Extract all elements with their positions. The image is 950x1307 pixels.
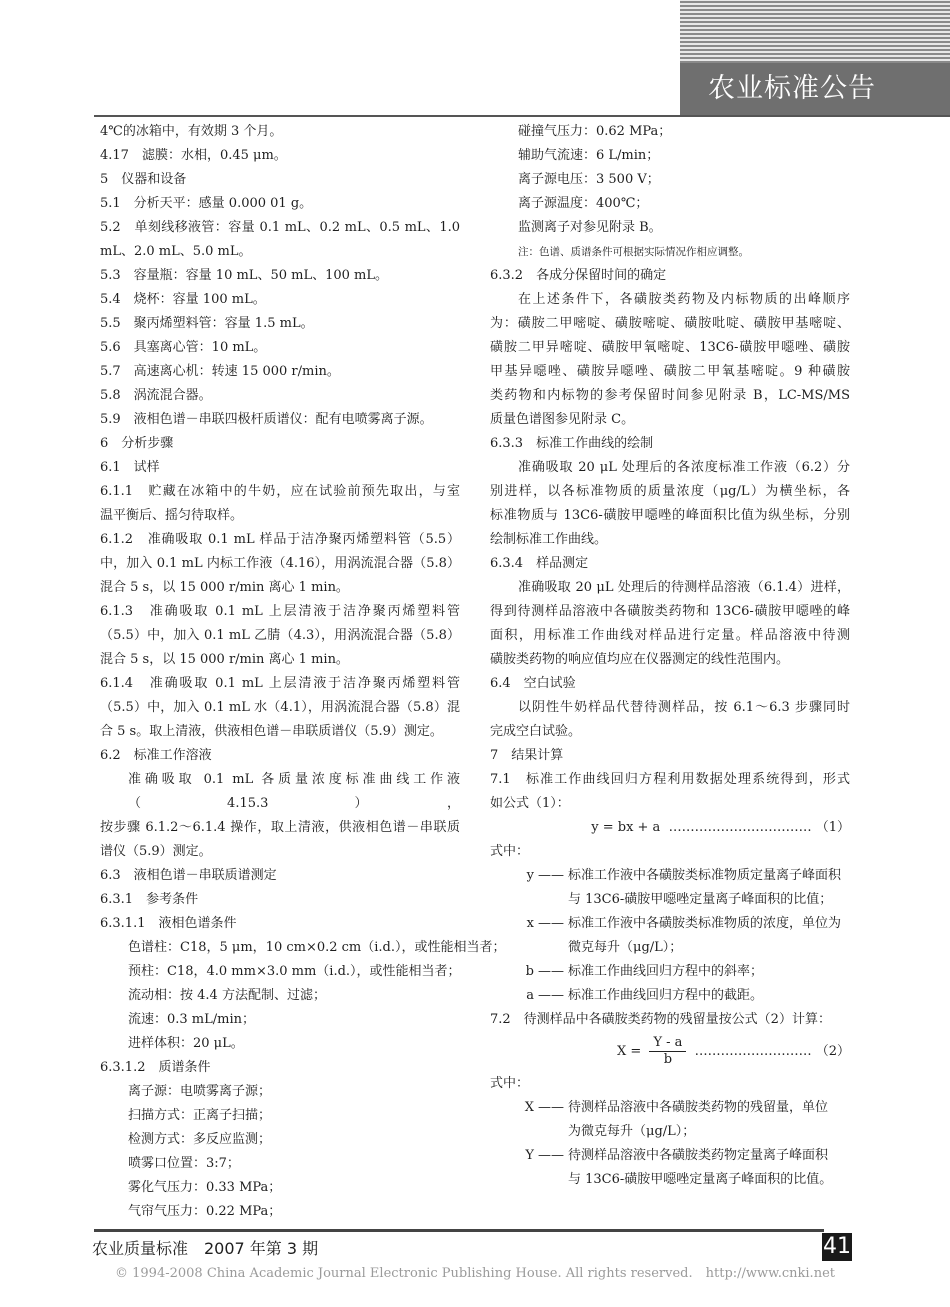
text-line: 6.3.3 标准工作曲线的绘制	[490, 436, 654, 451]
variable-symbol	[490, 1168, 538, 1192]
text-line: 绘制标准工作曲线。	[490, 532, 608, 547]
text-line: 6.3 液相色谱－串联质谱测定	[100, 868, 277, 883]
variable-dash: ——	[538, 1148, 564, 1163]
formula-1-number: （1）	[815, 820, 850, 835]
variable-description: 待测样品溶液中各磺胺类药物的残留量，单位	[568, 1100, 829, 1115]
text-line: 7 结果计算	[490, 748, 564, 763]
variable-description: 微克每升（μg/L）；	[568, 940, 683, 955]
footer-journal: 农业质量标准 2007 年第 3 期	[92, 1239, 319, 1258]
text-line: 得到待测样品溶液中各磺胺类药物和 13C6-磺胺甲噁唑的峰	[490, 604, 850, 619]
text-line: 6 分析步骤	[100, 436, 174, 451]
text-line: 5 仪器和设备	[100, 172, 187, 187]
text-line: 5.4 烧杯：容量 100 mL。	[100, 292, 266, 307]
variable-definition	[490, 960, 850, 984]
text-line: 混合 5 s，以 15 000 r/min 离心 1 min。	[100, 652, 349, 667]
header-title: 农业标准公告	[680, 63, 950, 115]
formula-2-number: （2）	[815, 1044, 850, 1059]
variable-dash: ——	[538, 1100, 564, 1115]
text-line: 5.9 液相色谱－串联四极杆质谱仪：配有电喷雾离子源。	[100, 412, 433, 427]
variable-symbol: x	[526, 916, 534, 931]
right-column	[490, 120, 850, 1192]
formula-2-numerator: Y - a	[649, 1035, 686, 1052]
variable-description: 标准工作曲线回归方程中的斜率；	[568, 964, 764, 979]
variable-definition	[490, 936, 850, 960]
text-line: （5.5）中，加入 0.1 mL 乙腈（4.3），用涡流混合器（5.8）	[100, 628, 460, 643]
variable-dash	[538, 1168, 568, 1192]
text-line: 谱仪（5.9）测定。	[100, 844, 212, 859]
text-line: （5.5）中，加入 0.1 mL 水（4.1），用涡流混合器（5.8）混	[100, 700, 460, 715]
text-line: 7.1 标准工作曲线回归方程利用数据处理系统得到，形式	[490, 772, 850, 787]
text-line: 6.3.2 各成分保留时间的确定	[490, 268, 667, 283]
page-header	[0, 0, 950, 118]
text-line: 为：磺胺二甲嘧啶、磺胺嘧啶、磺胺吡啶、磺胺甲基嘧啶、	[490, 316, 850, 331]
text-line: 类药物和内标物的参考保留时间参见附录 B，LC-MS/MS	[490, 388, 850, 403]
text-line: 碰撞气压力：0.62 MPa；	[518, 124, 672, 139]
text-line: 温平衡后、摇匀待取样。	[100, 508, 244, 523]
text-line: 在上述条件下，各磺胺类药物及内标物质的出峰顺序	[518, 292, 850, 307]
text-line: 6.1.1 贮藏在冰箱中的牛奶，应在试验前预先取出，与室	[100, 484, 460, 499]
variable-definition	[490, 912, 850, 936]
text-line: 准确吸取 20 μL 处理后的待测样品溶液（6.1.4）进样，	[518, 580, 850, 595]
formula-1-dots: ……………………………	[668, 820, 812, 835]
text-line: 合 5 s。取上清液，供液相色谱－串联质谱仪（5.9）测定。	[100, 724, 443, 739]
text-line: 流动相：按 4.4 方法配制、过滤；	[128, 988, 326, 1003]
text-line: 辅助气流速：6 L/min；	[518, 148, 660, 163]
formula-2-lhs: X =	[617, 1044, 642, 1059]
text-line: 中，加入 0.1 mL 内标工作液（4.16），用涡流混合器（5.8）	[100, 556, 460, 571]
text-line: 如公式（1）：	[490, 796, 570, 811]
text-line: 准确吸取 20 μL 处理后的各浓度标准工作液（6.2）分	[518, 460, 850, 475]
variable-description: 标准工作液中各磺胺类标准物质定量离子峰面积	[568, 868, 842, 883]
text-line: 6.3.1.2 质谱条件	[100, 1060, 211, 1075]
text-line: 4℃的冰箱中，有效期 3 个月。	[100, 124, 283, 139]
formula-2-denominator: b	[663, 1052, 673, 1067]
where-label-1: 式中：	[490, 844, 530, 859]
variable-dash	[538, 888, 568, 912]
text-line: 5.5 聚丙烯塑料管：容量 1.5 mL。	[100, 316, 314, 331]
text-line: 甲基异噁唑、磺胺异噁唑、磺胺二甲氧基嘧啶。9 种磺胺	[490, 364, 850, 379]
text-line: 6.1 试样	[100, 460, 160, 475]
variable-symbol	[490, 936, 538, 960]
text-line: mL、2.0 mL、5.0 mL。	[100, 244, 252, 259]
text-line: 准确吸取 0.1 mL 各质量浓度标准曲线工作液（4.15.3），	[128, 772, 460, 811]
variable-symbol: X	[524, 1100, 534, 1115]
variable-symbol	[490, 1120, 538, 1144]
text-line: 5.7 高速离心机：转速 15 000 r/min。	[100, 364, 340, 379]
text-line: 6.4 空白试验	[490, 676, 576, 691]
text-line: 色谱柱：C18，5 μm，10 cm×0.2 cm（i.d.），或性能相当者；	[128, 940, 506, 955]
text-line: 离子源温度：400℃；	[518, 196, 649, 211]
copyright-notice: © 1994-2008 China Academic Journal Electronic Publishing House. All rights reserved. http://www.cnki.net	[115, 1266, 835, 1281]
text-line: 离子源电压：3 500 V；	[518, 172, 660, 187]
text-line: 流速：0.3 mL/min；	[128, 1012, 256, 1027]
variable-definition	[490, 1120, 850, 1144]
text-line: 磺胺二甲异嘧啶、磺胺甲氧嘧啶、13C6-磺胺甲噁唑、磺胺	[490, 340, 850, 355]
formula-1	[490, 816, 850, 840]
formula-2	[490, 1032, 850, 1072]
text-line: 6.3.1 参考条件	[100, 892, 199, 907]
text-line: 5.1 分析天平：感量 0.000 01 g。	[100, 196, 313, 211]
text-line: 面积，用标准工作曲线对样品进行定量。样品溶液中待测	[490, 628, 850, 643]
variable-symbol: Y	[525, 1148, 534, 1163]
text-line: 以阴性牛奶样品代替待测样品，按 6.1～6.3 步骤同时	[518, 700, 850, 715]
text-line: 预柱：C18，4.0 mm×3.0 mm（i.d.），或性能相当者；	[128, 964, 461, 979]
footer-rule	[94, 1229, 824, 1232]
text-line: 6.1.2 准确吸取 0.1 mL 样品于洁净聚丙烯塑料管（5.5）	[100, 532, 460, 547]
variable-definition	[490, 984, 850, 1008]
variable-description: 标准工作液中各磺胺类标准物质的浓度，单位为	[568, 916, 842, 931]
text-line: 检测方式：多反应监测；	[128, 1132, 272, 1147]
variable-dash: ——	[538, 916, 564, 931]
text-line: 磺胺类药物的响应值均应在仪器测定的线性范围内。	[490, 652, 790, 667]
variable-dash: ——	[538, 868, 564, 883]
variable-description: 待测样品溶液中各磺胺类药物定量离子峰面积	[568, 1148, 829, 1163]
text-line: 混合 5 s，以 15 000 r/min 离心 1 min。	[100, 580, 349, 595]
text-line: 5.8 涡流混合器。	[100, 388, 212, 403]
variable-dash	[538, 936, 568, 960]
variable-description: 与 13C6-磺胺甲噁唑定量离子峰面积的比值。	[568, 1172, 833, 1187]
variable-description: 与 13C6-磺胺甲噁唑定量离子峰面积的比值；	[568, 892, 833, 907]
formula-2-fraction	[649, 1035, 686, 1068]
variable-definition	[490, 888, 850, 912]
variable-description: 为微克每升（μg/L）；	[568, 1124, 696, 1139]
text-line: 6.2 标准工作溶液	[100, 748, 212, 763]
variable-symbol: y	[526, 868, 534, 883]
text-line: 扫描方式：正离子扫描；	[128, 1108, 272, 1123]
header-rule	[94, 115, 950, 117]
text-line: 监测离子对参见附录 B。	[518, 220, 662, 235]
text-line: 喷雾口位置：3:7；	[128, 1156, 240, 1171]
text-line: 5.2 单刻线移液管：容量 0.1 mL、0.2 mL、0.5 mL、1.0	[100, 220, 460, 235]
header-stripes	[680, 0, 950, 63]
text-line: 进样体积：20 μL。	[128, 1036, 244, 1051]
text-line: 标准物质与 13C6-磺胺甲噁唑的峰面积比值为纵坐标，分别	[490, 508, 850, 523]
text-line: 离子源：电喷雾离子源；	[128, 1084, 272, 1099]
variable-definition	[490, 1144, 850, 1168]
text-line: 注：色谱、质谱条件可根据实际情况作相应调整。	[518, 246, 749, 258]
variable-definition	[490, 864, 850, 888]
text-line: 质量色谱图参见附录 C。	[490, 412, 635, 427]
text-line: 5.6 具塞离心管：10 mL。	[100, 340, 267, 355]
variable-definition	[490, 1168, 850, 1192]
variable-dash: ——	[538, 988, 564, 1003]
text-line: 4.17 滤膜：水相，0.45 μm。	[100, 148, 287, 163]
variable-symbol: b	[525, 964, 534, 979]
text-line: 6.3.4 样品测定	[490, 556, 589, 571]
variable-description: 标准工作曲线回归方程中的截距。	[568, 988, 764, 1003]
text-line: 按步骤 6.1.2～6.1.4 操作，取上清液，供液相色谱－串联质	[100, 820, 460, 835]
formula-2-dots: ………………………	[694, 1044, 812, 1059]
text-line: 6.3.1.1 液相色谱条件	[100, 916, 237, 931]
section-7-2: 7.2 待测样品中各磺胺类药物的残留量按公式（2）计算：	[490, 1012, 831, 1027]
text-line: 别进样，以各标准物质的质量浓度（μg/L）为横坐标，各	[490, 484, 850, 499]
text-line: 气帘气压力：0.22 MPa；	[128, 1204, 282, 1219]
page-number: 41	[823, 1234, 851, 1259]
text-line: 完成空白试验。	[490, 724, 582, 739]
variable-definition	[490, 1096, 850, 1120]
left-column	[100, 120, 506, 1224]
text-line: 6.1.4 准确吸取 0.1 mL 上层清液于洁净聚丙烯塑料管	[100, 676, 460, 691]
where-label-2: 式中：	[490, 1076, 530, 1091]
text-line: 雾化气压力：0.33 MPa；	[128, 1180, 282, 1195]
formula-1-expr: y = bx + a	[591, 820, 661, 835]
variable-dash: ——	[538, 964, 564, 979]
text-line: 5.3 容量瓶：容量 10 mL、50 mL、100 mL。	[100, 268, 388, 283]
variable-symbol: a	[526, 988, 534, 1003]
variable-symbol	[490, 888, 538, 912]
variable-dash	[538, 1120, 568, 1144]
text-line: 6.1.3 准确吸取 0.1 mL 上层清液于洁净聚丙烯塑料管	[100, 604, 460, 619]
